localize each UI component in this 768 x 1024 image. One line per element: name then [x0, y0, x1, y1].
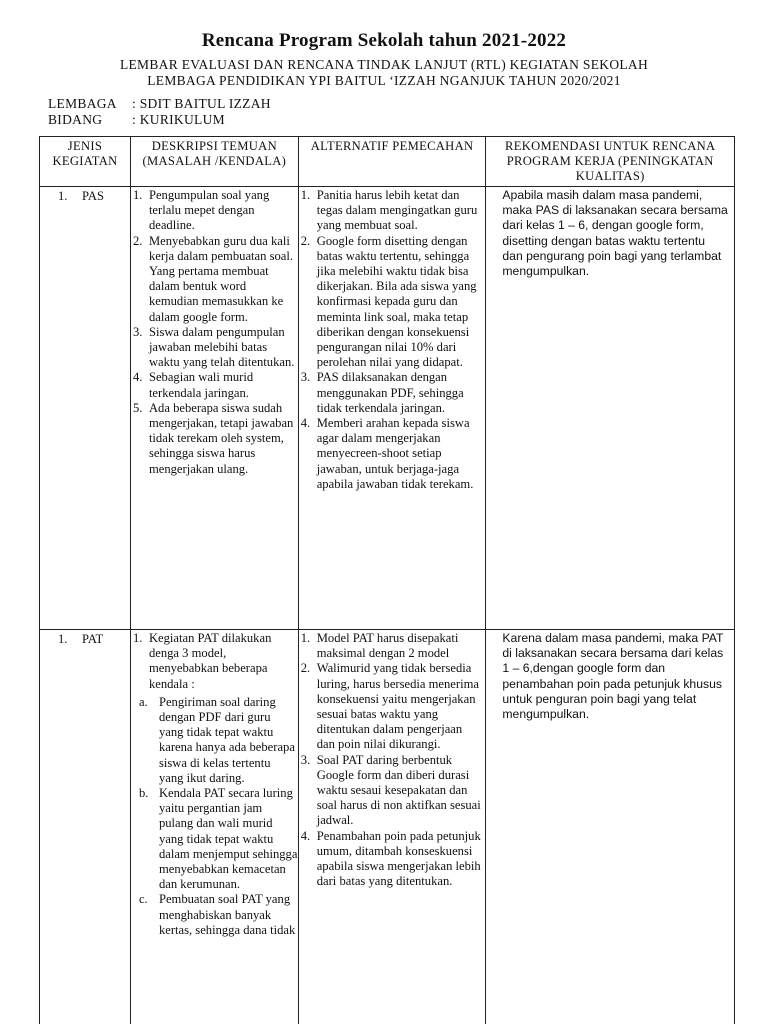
item-text: Model PAT harus disepakati maksimal dengan 2 model	[316, 631, 459, 661]
item-number: 5.	[132, 400, 143, 415]
item-number: 4.	[300, 416, 311, 431]
document-title: Rencana Program Sekolah tahun 2021-2022	[201, 30, 567, 51]
list-item	[301, 188, 483, 234]
list-subitem	[135, 786, 298, 892]
item-number: 4.	[300, 828, 311, 843]
lembaga-label: LEMBAGA	[48, 96, 117, 111]
item-number: 3.	[300, 752, 311, 767]
item-text: Sebagian wali murid terkendala jaringan.	[148, 370, 254, 400]
list-item	[301, 661, 483, 752]
alternatif-cell	[298, 187, 486, 630]
item-text: Penambahan poin pada petunjuk umum, ditambah konseskuensi apabila siswa mengerjakan lebih dari batas yang ditentukan.	[316, 828, 481, 889]
deskripsi-cell	[130, 630, 298, 1024]
header-jenis-kegiatan: JENIS KEGIATAN	[40, 137, 131, 187]
list-item	[133, 631, 295, 692]
alternatif-list	[299, 187, 486, 495]
item-number: 2.	[300, 233, 311, 248]
rekomendasi-cell: Karena dalam masa pandemi, maka PAT di laksanakan secara bersama dari kelas 1 – 6,dengan google form dan penambahan poin pada petunjuk khusus untuk penguran poin bagi yang telat mengumpulkan.	[486, 630, 735, 1024]
table-row	[40, 630, 735, 1024]
document-institution: LEMBAGA PENDIDIKAN YPI BAITUL ‘IZZAH NGANJUK TAHUN 2020/2021	[147, 73, 621, 88]
lembaga-line	[48, 96, 271, 112]
item-number: 1.	[132, 188, 143, 202]
list-item	[133, 188, 295, 234]
item-number: 1.	[300, 631, 311, 645]
item-number: 2.	[132, 233, 143, 248]
item-text: Walimurid yang tidak bersedia luring, harus bersedia menerima konsekuensi yaitu mengerjakan sesuai batas waktu yang ditentukan dalam pengerjaan dan poin nilai dikurangi.	[316, 661, 479, 752]
jenis-number: 1.	[58, 632, 68, 646]
alternatif-list	[299, 630, 486, 892]
item-number: 4.	[132, 370, 143, 385]
item-text: Google form disetting dengan batas waktu tertentu, sehingga jika melebihi waktu tidak bisa dikerjakan. Bila ada siswa yang konfirmasi kepada guru dan meminta link soal, maka tetap diberikan dengan konsekuensi pengurangan nilai 10% dari perolehan nilai yang didapat.	[316, 233, 477, 370]
list-item	[301, 234, 483, 371]
deskripsi-list	[131, 630, 298, 695]
list-item	[133, 325, 295, 371]
list-item	[133, 234, 295, 325]
item-text: Pengumpulan soal yang terlalu mepet dengan deadline.	[148, 188, 270, 233]
list-item	[301, 370, 483, 416]
header-alternatif-pemecahan: ALTERNATIF PEMECAHAN	[298, 137, 486, 187]
list-item	[301, 753, 483, 829]
rekomendasi-cell: Apabila masih dalam masa pandemi, maka PAS di laksanakan secara bersama dari kelas 1 – 6, dengan google form, disetting dengan batas waktu tertentu dan pengurang poin bagi yang terlambat mengumpulkan.	[486, 187, 735, 630]
jenis-kegiatan-cell	[40, 630, 131, 1024]
item-text: Panitia harus lebih ketat dan tegas dalam mengingatkan guru yang membuat soal.	[316, 188, 478, 233]
item-text: Ada beberapa siswa sudah mengerjakan, tetapi jawaban tidak terekam oleh system, sehingga siswa harus mengerjakan ulang.	[148, 400, 294, 476]
jenis-number: 1.	[58, 189, 68, 203]
item-text: PAS dilaksanakan dengan menggunakan PDF, sehingga tidak terkendala jaringan.	[316, 370, 464, 415]
item-text: Siswa dalam pengumpulan jawaban melebihi batas waktu yang telah ditentukan.	[148, 324, 295, 370]
subitem-letter: b.	[138, 786, 149, 801]
item-text: Kegiatan PAT dilakukan denga 3 model, menyebabkan beberapa kendala :	[148, 631, 272, 691]
jenis-name: PAS	[82, 189, 104, 203]
list-subitem	[135, 695, 298, 786]
header-deskripsi-temuan: DESKRIPSI TEMUAN (MASALAH /KENDALA)	[130, 137, 298, 187]
item-text: Menyebabkan guru dua kali kerja dalam pembuatan soal. Yang pertama membuat dalam bentuk word kemudian memasukkan ke dalam google form.	[148, 233, 294, 324]
item-number: 3.	[132, 324, 143, 339]
document-subtitle: LEMBAR EVALUASI DAN RENCANA TINDAK LANJUT (RTL) KEGIATAN SEKOLAH	[119, 57, 649, 72]
jenis-name: PAT	[82, 632, 104, 646]
bidang-label: BIDANG	[48, 112, 103, 127]
subitem-letter: a.	[138, 694, 148, 709]
lembaga-value: : SDIT BAITUL IZZAH	[132, 96, 271, 111]
list-subitem	[135, 892, 298, 938]
table-row	[40, 187, 735, 630]
deskripsi-sublist	[131, 695, 298, 938]
list-item	[133, 370, 295, 400]
subitem-text: Pengiriman soal daring dengan PDF dari guru yang tidak tepat waktu karena hanya ada beberapa siswa di kelas tertentu yang ikut daring.	[158, 694, 295, 785]
list-item	[301, 416, 483, 492]
subitem-text: Pembuatan soal PAT yang menghabiskan banyak kertas, sehingga dana tidak	[158, 892, 296, 937]
list-item	[301, 829, 483, 890]
item-text: Soal PAT daring berbentuk Google form dan diberi durasi waktu sesaui kesepakatan dan soal harus di non aktifkan sesuai jadwal.	[316, 752, 481, 828]
item-number: 1.	[132, 631, 143, 645]
jenis-kegiatan-cell	[40, 187, 131, 630]
subitem-letter: c.	[138, 892, 148, 907]
evaluation-table	[39, 136, 735, 1024]
bidang-value: : KURIKULUM	[132, 112, 225, 127]
list-item	[133, 401, 295, 477]
deskripsi-cell	[130, 187, 298, 630]
deskripsi-list	[131, 187, 298, 480]
header-rekomendasi: REKOMENDASI UNTUK RENCANA PROGRAM KERJA (PENINGKATAN KUALITAS)	[486, 137, 735, 187]
table-header-row	[40, 137, 735, 187]
bidang-line	[48, 112, 225, 128]
item-number: 1.	[300, 188, 311, 202]
item-number: 2.	[300, 661, 311, 676]
subitem-text: Kendala PAT secara luring yaitu pergantian jam pulang dan wali murid yang tidak tepat waktu dalam menjemput sehingga menyebabkan kemacetan dan kerumunan.	[158, 786, 298, 892]
list-item	[301, 631, 483, 661]
alternatif-cell	[298, 630, 486, 1024]
item-text: Memberi arahan kepada siswa agar dalam mengerjakan menyecreen-shoot setiap jawaban, untuk berjaga-jaga apabila jawaban tidak terekam.	[316, 416, 474, 491]
item-number: 3.	[300, 370, 311, 385]
